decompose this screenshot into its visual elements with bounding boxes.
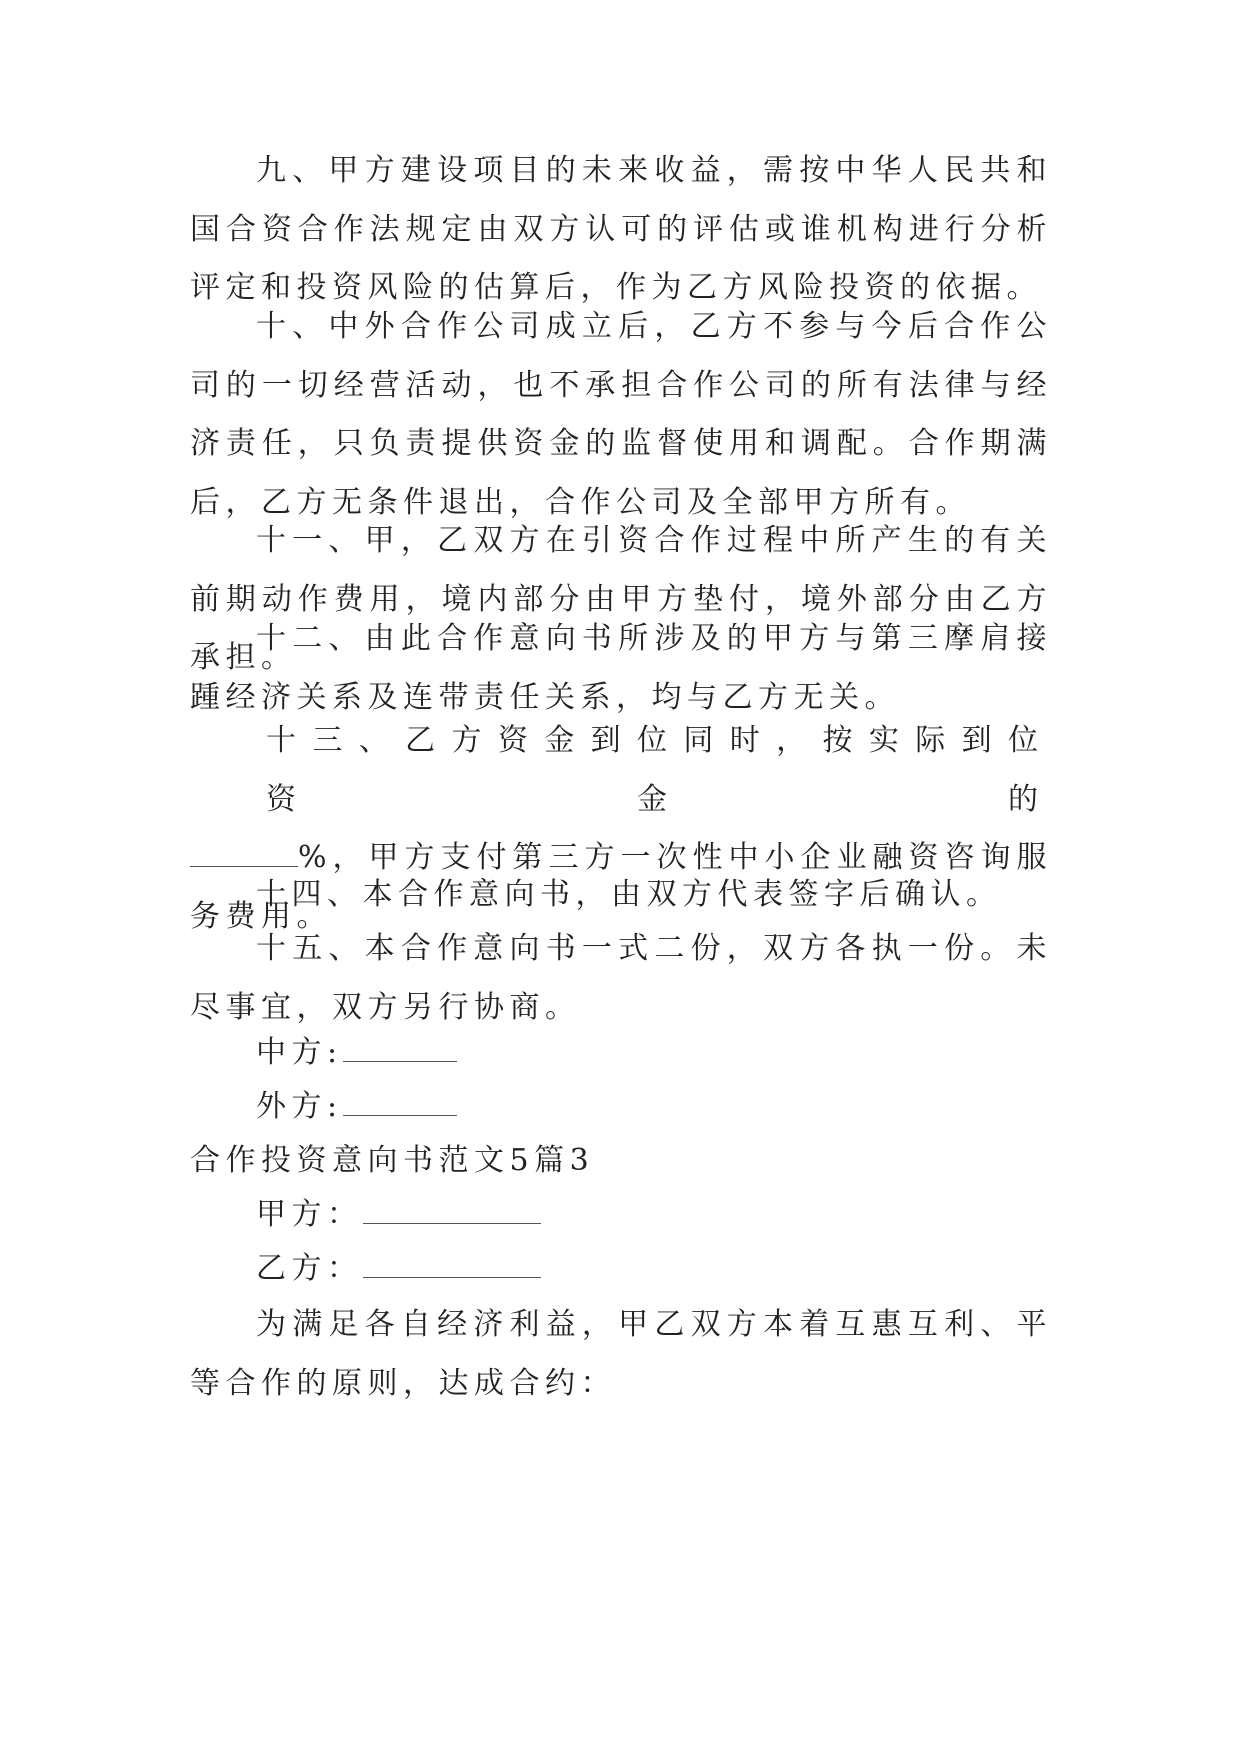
party-b-line: [256, 1240, 541, 1299]
clause-14: 十四、本合作意向书，由双方代表签字后确认。: [256, 877, 1002, 912]
clause-13-text: %，甲方支付第三方一次性中小企业融资咨询服务费用。: [190, 840, 1052, 934]
clause-12: 十二、由此合作意向书所涉及的甲方与第三摩肩接踵经济关系及连带责任关系，均与乙方无关。: [190, 621, 1052, 715]
clause-13-first-line: 十三、乙方资金到位同时，按实际到位资金的: [266, 723, 1052, 817]
clause-9: 九、甲方建设项目的未来收益，需按中华人民共和国合资合作法规定由双方认可的评估或谁机构进行分析评定和投资风险的估算后，作为乙方风险投资的依据。: [190, 153, 1052, 305]
party-a-label: 甲方：: [256, 1197, 363, 1232]
chinese-party-blank: [343, 1060, 457, 1062]
party-a-blank: [363, 1222, 541, 1224]
clause-15: 十五、本合作意向书一式二份，双方各执一份。未尽事宜，双方另行协商。: [190, 931, 1052, 1025]
chinese-party-label: 中方:: [256, 1035, 343, 1070]
party-b-blank: [363, 1276, 541, 1278]
section-3-intro: 为满足各自经济利益，甲乙双方本着互惠互利、平等合作的原则，达成合约：: [190, 1307, 1052, 1401]
signature-foreign-party: [256, 1078, 457, 1137]
foreign-party-blank: [343, 1114, 457, 1116]
signature-chinese-party: [256, 1024, 457, 1083]
party-b-label: 乙方：: [256, 1251, 363, 1286]
clause-11: 十一、甲，乙双方在引资合作过程中所产生的有关前期动作费用，境内部分由甲方垫付，境外部分由乙方承担。: [190, 523, 1052, 675]
party-a-line: [256, 1186, 541, 1245]
foreign-party-label: 外方:: [256, 1089, 343, 1124]
section-3-title: 合作投资意向书范文5篇3: [190, 1143, 595, 1178]
clause-10: 十、中外合作公司成立后，乙方不参与今后合作公司的一切经营活动，也不承担合作公司的所有法律与经济责任，只负责提供资金的监督使用和调配。合作期满后，乙方无条件退出，合作公司及全部甲方所有。: [190, 309, 1052, 520]
